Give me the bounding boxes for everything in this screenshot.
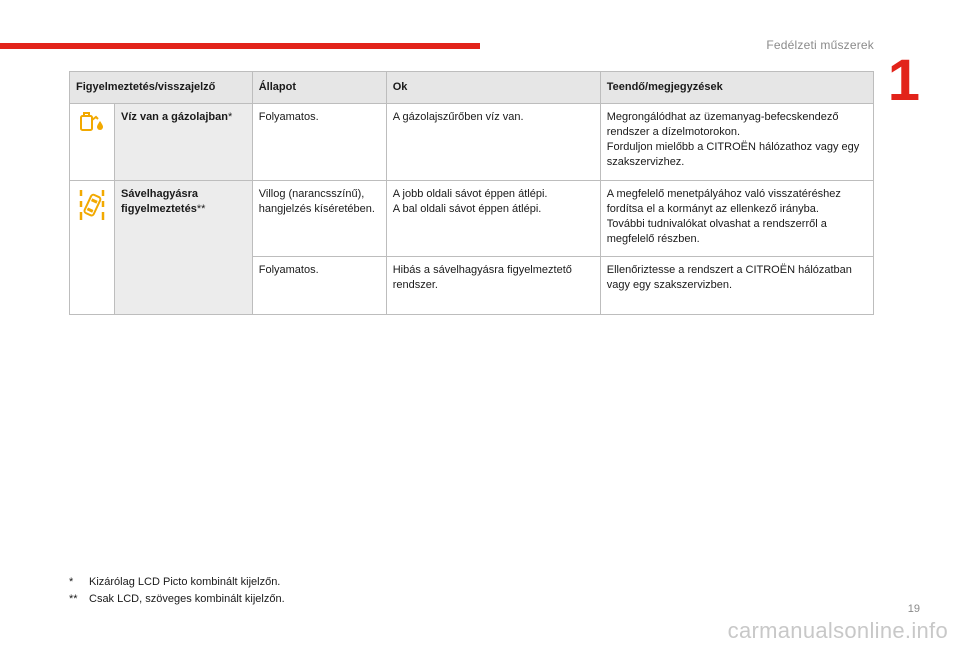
warning-table [69,71,874,315]
header-accent-bar [0,43,480,49]
table-row [70,104,874,181]
section-title: Fedélzeti műszerek [766,38,874,52]
column-header-state: Állapot [252,72,386,104]
table-header-row [70,72,874,104]
state-cell: Folyamatos. [252,104,386,181]
water-in-diesel-icon [76,110,108,132]
action-text: Forduljon mielőbb a CITROËN hálózathoz vagy egy szakszervizhez. [606,141,860,168]
action-cell [600,104,873,181]
footnote [69,593,285,605]
cause-cell [386,181,600,257]
column-header-cause: Ok [386,72,600,104]
action-text: A megfelelő menetpályához való visszatéréshez fordítsa el a kormányt az ellenkező irányba. [606,188,841,215]
column-header-action: Teendő/megjegyzések [600,72,873,104]
watermark: carmanualsonline.info [727,618,948,643]
footnote-mark: ** [69,593,78,605]
footnote [69,576,280,588]
footnote-mark: * [69,576,74,588]
state-cell: Villog (narancsszínű), hangjelzés kíséretében. [252,181,386,257]
icon-cell [70,181,115,315]
lane-departure-icon [76,187,108,223]
table-row [70,181,874,257]
warning-name: Víz van a gázolajban [121,111,228,123]
warning-name: Sávelhagyásra figyelmeztetés [121,188,199,215]
action-text: További tudnivalókat olvashat a rendszerről a megfelelő részben. [606,218,827,245]
action-cell [600,181,873,257]
action-text: Megrongálódhat az üzemanyag-befecskendező rendszer a dízelmotorokon. [606,111,839,138]
footnote-marker: * [227,111,233,123]
cause-cell: A gázolajszűrőben víz van. [386,104,600,181]
footnote-text: Csak LCD, szöveges kombinált kijelzőn. [89,593,285,605]
footnote-marker: ** [196,203,206,215]
icon-cell [70,104,115,181]
cause-text: A jobb oldali sávot éppen átlépi. [392,188,548,200]
column-header-warning: Figyelmeztetés/visszajelző [70,72,253,104]
cause-text: A bal oldali sávot éppen átlépi. [392,203,542,215]
state-cell: Folyamatos. [252,257,386,315]
footnote-text: Kizárólag LCD Picto kombinált kijelzőn. [89,576,281,588]
action-cell: Ellenőriztesse a rendszert a CITROËN hálózatban vagy egy szakszervizben. [600,257,873,315]
chapter-number: 1 [887,48,920,113]
warning-name-cell [115,181,253,315]
cause-cell: Hibás a sávelhagyásra figyelmeztető rendszer. [386,257,600,315]
warning-name-cell [115,104,253,181]
page-number: 19 [907,603,920,615]
